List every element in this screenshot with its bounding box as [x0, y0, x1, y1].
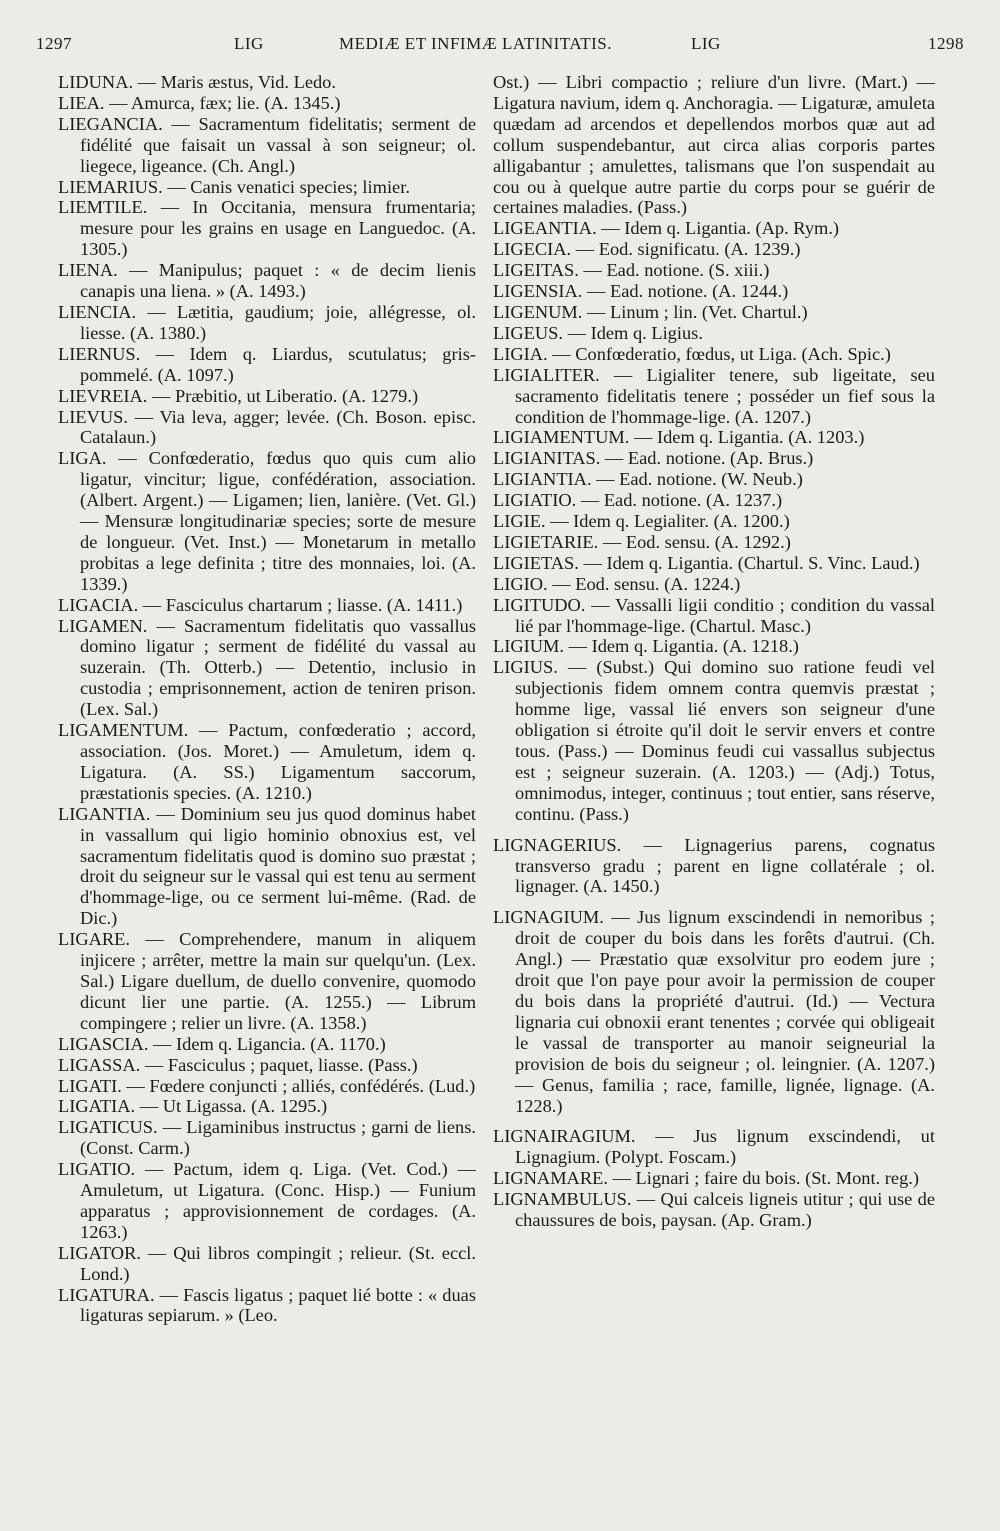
- dictionary-entry: LIGASCIA. — Idem q. Ligancia. (A. 1170.): [58, 1033, 386, 1054]
- right-column: [493, 72, 935, 1512]
- left-column: [58, 72, 476, 1512]
- dictionary-entry: LIGNAGIUM. — Jus lignum exscindendi in nemoribus ; droit de couper du bois dans les forêts d'autrui. (Ch. Angl.) — Præstatio quæ exsolvitur pro eodem jure ; droit que l'on paye pour avoir la permission de couper du bois dans la propriété d'autrui. (Id.) — Vectura lignaria cui obnoxii erant tenentes ; corvée qui obligeait le vassal de transporter au manoir seigneurial la provision de bois du seigneur ; ol. leingnier. (A. 1207.) — Genus, familia ; race, famille, lignée, lignage. (A. 1228.): [493, 907, 935, 1116]
- dictionary-entry: LIGENUM. — Linum ; lin. (Vet. Chartul.): [493, 301, 808, 322]
- dictionary-entry: LIGNAIRAGIUM. — Jus lignum exscindendi, ut Lignagium. (Polypt. Foscam.): [493, 1126, 935, 1168]
- dictionary-entry: LIGIA. — Confœderatio, fœdus, ut Liga. (Ach. Spic.): [493, 343, 891, 364]
- dictionary-entry: LIGATICUS. — Ligaminibus instructus ; garni de liens. (Const. Carm.): [58, 1117, 476, 1159]
- dictionary-entry: LIGNAGERIUS. — Lignagerius parens, cognatus transverso gradu ; parent en ligne collatérale ; ol. lignager. (A. 1450.): [493, 834, 935, 897]
- dictionary-entry: LIGIUS. — (Subst.) Qui domino suo ratione feudi vel subjectionis fidem omnem contra quemvis præstat ; homme lige, vassal lié envers son seigneur d'une obligation si étroite qu'il doit le servir envers et contre tous. (Pass.) — Dominus feudi cui vassallus subjectus est ; seigneur suzerain. (A. 1203.) — (Adj.) Totus, omnimodus, integer, continuus ; tout entier, sans réserve, continu. (Pass.): [493, 657, 935, 824]
- dictionary-entry: LIGNAMBULUS. — Qui calceis ligneis utitur ; qui use de chaussures de bois, paysan. (Ap. Gram.): [493, 1189, 935, 1231]
- dictionary-entry: LIEGANCIA. — Sacramentum fidelitatis; serment de fidélité que faisait un vassal à son seigneur; ol. liegece, ligeance. (Ch. Angl.): [58, 113, 476, 176]
- dictionary-entry: LIGATURA. — Fascis ligatus ; paquet lié botte : « duas ligaturas sepiarum. » (Leo.: [58, 1284, 476, 1326]
- dictionary-entry: LIGIETARIE. — Eod. sensu. (A. 1292.): [493, 531, 791, 552]
- dictionary-entry: LIGEANTIA. — Idem q. Ligantia. (Ap. Rym.): [493, 218, 840, 239]
- page-number-left: 1297: [36, 34, 72, 53]
- dictionary-entry: LIENA. — Manipulus; paquet : « de decim lienis canapis una liena. » (A. 1493.): [58, 260, 476, 302]
- dictionary-entry: LIEMTILE. — In Occitania, mensura frumentaria; mesure pour les grains en usage en Languedoc. (A. 1305.): [58, 197, 476, 260]
- dictionary-entry: LIGIUM. — Idem q. Ligantia. (A. 1218.): [493, 636, 799, 657]
- dictionary-entry: LIGARE. — Comprehendere, manum in aliquem injicere ; arrêter, mettre la main sur quelqu'un. (Lex. Sal.) Ligare duellum, de duello convenire, quomodo dicunt lier une partie. (A. 1255.) — Librum compingere ; relier un livre. (A. 1358.): [58, 929, 476, 1033]
- dictionary-entry: LIGATIO. — Pactum, idem q. Liga. (Vet. Cod.) — Amuletum, ut Ligatura. (Conc. Hisp.) — Funium apparatus ; approvisionnement de cordages. (A. 1263.): [58, 1159, 476, 1242]
- dictionary-entry: LIGIE. — Idem q. Legialiter. (A. 1200.): [493, 511, 790, 532]
- dictionary-entry: LIERNUS. — Idem q. Liardus, scutulatus; gris-pommelé. (A. 1097.): [58, 343, 476, 385]
- dictionary-entry: LIGA. — Confœderatio, fœdus quo quis cum alio ligatur, vincitur; ligue, confédération, association. (Albert. Argent.) — Ligamen; lien, lanière. (Vet. Gl.) — Mensuræ longitudinariæ species; sorte de mesure de longueur. (Vet. Inst.) — Monetarum in metallo probitas a lege definita ; titre des monnaies, loi. (A. 1339.): [58, 448, 476, 594]
- dictionary-entry: LIGENSIA. — Ead. notione. (A. 1244.): [493, 281, 789, 302]
- dictionary-entry: LIGATOR. — Qui libros compingit ; relieur. (St. eccl. Lond.): [58, 1242, 476, 1284]
- dictionary-entry: LIGIATIO. — Ead. notione. (A. 1237.): [493, 490, 783, 511]
- dictionary-entry: LIEVUS. — Via leva, agger; levée. (Ch. Boson. episc. Catalaun.): [58, 406, 476, 448]
- page-number-right: 1298: [928, 34, 964, 53]
- dictionary-entry: LIENCIA. — Lætitia, gaudium; joie, allégresse, ol. liesse. (A. 1380.): [58, 301, 476, 343]
- dictionary-entry: LIGIANTIA. — Ead. notione. (W. Neub.): [493, 469, 803, 490]
- dictionary-entry: LIGIETAS. — Idem q. Ligantia. (Chartul. S. Vinc. Laud.): [493, 552, 920, 573]
- dictionary-entry: LIGEUS. — Idem q. Ligius.: [493, 322, 703, 343]
- dictionary-entry: LIGATIA. — Ut Ligassa. (A. 1295.): [58, 1096, 328, 1117]
- dictionary-entry: LIEA. — Amurca, fæx; lie. (A. 1345.): [58, 92, 341, 113]
- dictionary-entry: LIGIAMENTUM. — Idem q. Ligantia. (A. 1203.): [493, 427, 865, 448]
- dictionary-entry: LIGANTIA. — Dominium seu jus quod dominus habet in vassallum qui ligio hominio obnoxius est, vel sacramentum fidelitatis quod is domino suo præstat ; droit du seigneur sur le vassal qui est tenu au serment d'hommage-lige, ou ce serment lui-même. (Rad. de Dic.): [58, 803, 476, 929]
- entry-continuation: Ost.) — Libri compactio ; reliure d'un livre. (Mart.) — Ligatura navium, idem q. Anchoragia. — Ligaturæ, amuleta quædam ad arcendos et depellendos morbos quæ aut ad collum suspendebantur, aut circa alias corporis partes alligabantur ; amulettes, talismans que l'on suspendait au cou ou à quelque autre partie du corps pour se guérir de certaines maladies. (Pass.): [493, 72, 935, 218]
- dictionary-entry: LIDUNA. — Maris æstus, Vid. Ledo.: [58, 72, 336, 92]
- running-title: MEDIÆ ET INFIMÆ LATINITATIS.: [339, 34, 612, 53]
- guide-word-left: LIG: [234, 34, 264, 53]
- dictionary-entry: LIGIANITAS. — Ead. notione. (Ap. Brus.): [493, 448, 814, 469]
- dictionary-entry: LIGAMENTUM. — Pactum, confœderatio ; accord, association. (Jos. Moret.) — Amuletum, idem q. Ligatura. (A. SS.) Ligamentum saccorum, præstationis species. (A. 1210.): [58, 720, 476, 803]
- dictionary-entry: LIGIO. — Eod. sensu. (A. 1224.): [493, 573, 741, 594]
- dictionary-entry: LIGATI. — Fœdere conjuncti ; alliés, confédérés. (Lud.): [58, 1075, 476, 1096]
- guide-word-right: LIG: [691, 34, 721, 53]
- dictionary-entry: LIGITUDO. — Vassalli ligii conditio ; condition du vassal lié par l'hommage-lige. (Chartul. Masc.): [493, 594, 935, 636]
- dictionary-entry: LIGASSA. — Fasciculus ; paquet, liasse. (Pass.): [58, 1054, 418, 1075]
- dictionary-entry: LIGNAMARE. — Lignari ; faire du bois. (St. Mont. reg.): [493, 1168, 919, 1189]
- dictionary-entry: LIGIALITER. — Ligialiter tenere, sub ligeitate, seu sacramento fidelitatis tenere ; posséder un fief sous la condition de l'hommage-lige. (A. 1207.): [493, 364, 935, 427]
- dictionary-entry: LIGAMEN. — Sacramentum fidelitatis quo vassallus domino ligatur ; serment de fidélité du vassal au suzerain. (Th. Otterb.) — Detentio, inclusio in custodia ; emprisonnement, action de teniren prison. (Lex. Sal.): [58, 615, 476, 720]
- dictionary-entry: LIGECIA. — Eod. significatu. (A. 1239.): [493, 239, 801, 260]
- dictionary-entry: LIEVREIA. — Præbitio, ut Liberatio. (A. 1279.): [58, 385, 419, 406]
- dictionary-entry: LIEMARIUS. — Canis venatici species; limier.: [58, 176, 410, 197]
- running-header: [36, 34, 964, 58]
- dictionary-entry: LIGACIA. — Fasciculus chartarum ; liasse. (A. 1411.): [58, 594, 463, 615]
- dictionary-entry: LIGEITAS. — Ead. notione. (S. xiii.): [493, 260, 770, 281]
